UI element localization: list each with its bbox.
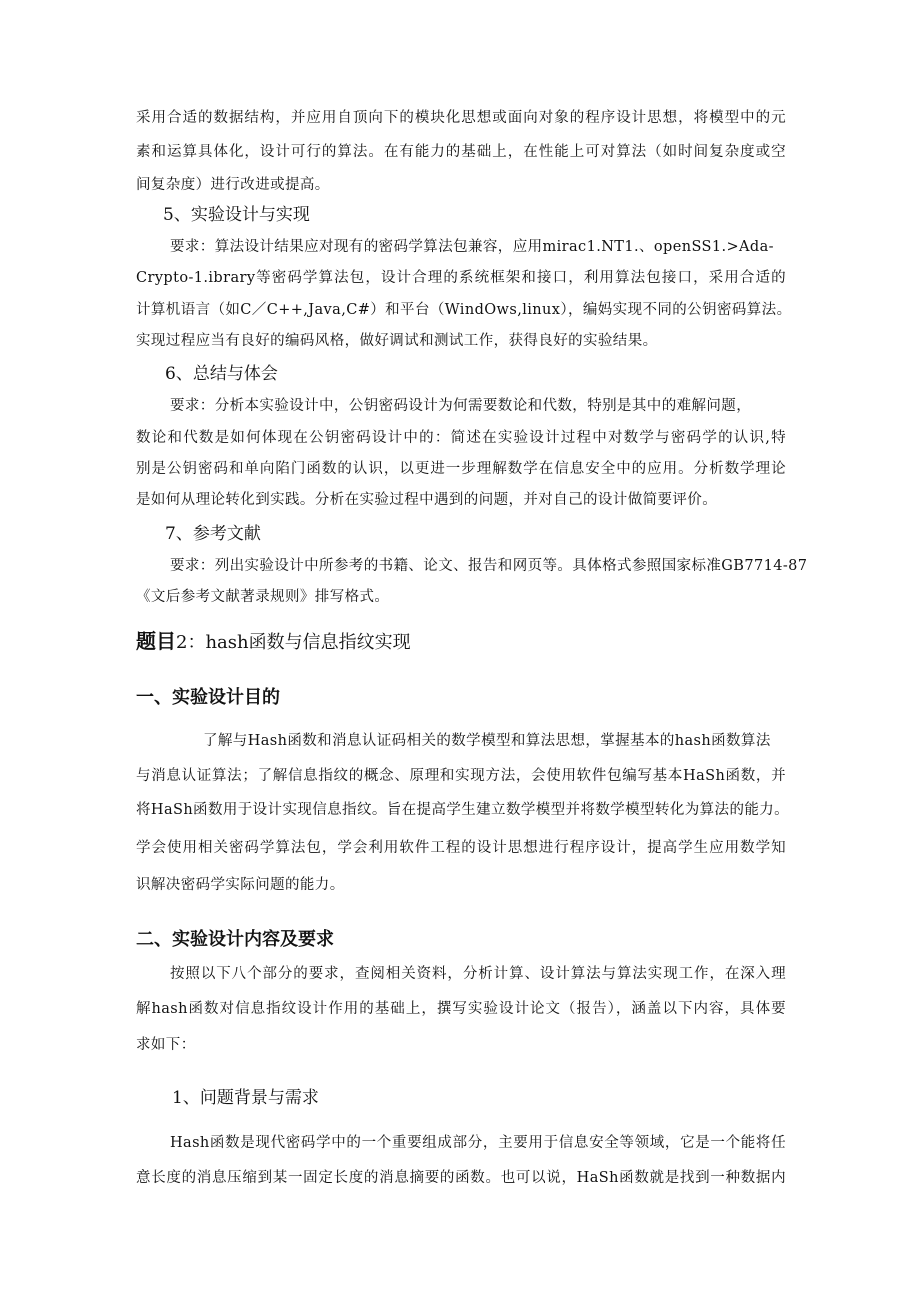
topic-label: 题目 (136, 629, 176, 653)
paragraph-line: Hash函数是现代密码学中的一个重要组成部分，主要用于信息安全等领域，它是一个能将任 (170, 1135, 786, 1151)
paragraph-line: 数论和代数是如何体现在公钥密码设计中的：简述在实验设计过程中对数学与密码学的认识,特 (136, 430, 786, 446)
paragraph-line: 了解与Hash函数和消息认证码相关的数学模型和算法思想，掌握基本的hash函数算法 (203, 733, 771, 749)
section-heading-7: 7、参考文献 (165, 524, 261, 544)
topic-title (136, 628, 411, 656)
paragraph-line: 《文后参考文献著录规则》排写格式。 (136, 589, 390, 605)
paragraph-line: 计算机语言（如C／C++,Java,C#）和平台（WindOws,linux），编妈实现不同的公钥密码算法。 (136, 302, 792, 318)
paragraph-line: 素和运算具体化，设计可行的算法。在有能力的基础上，在性能上可对算法（如时间复杂度或空 (136, 144, 786, 160)
paragraph-line: 要求：列出实验设计中所参考的书籍、论文、报告和网页等。具体格式参照国家标准GB7714-87 (170, 558, 808, 574)
paragraph-line: 按照以下八个部分的要求，查阅相关资料，分析计算、设计算法与算法实现工作，在深入理 (170, 966, 786, 982)
section-heading-6: 6、总结与体会 (165, 364, 278, 384)
paragraph-line: 识解决密码学实际问题的能力。 (136, 877, 345, 893)
paragraph-line: 间复杂度）进行改进或提高。 (136, 177, 330, 193)
paragraph-line: 要求：分析本实验设计中，公钥密码设计为何需要数论和代数，特别是其中的难解问题， (170, 398, 752, 414)
part-heading-2: 二、实验设计内容及要求 (136, 929, 334, 950)
item-heading-1: 1、问题背景与需求 (172, 1088, 319, 1108)
paragraph-line: 学会使用相关密码学算法包，学会利用软件工程的设计思想进行程序设计，提高学生应用数学知 (136, 840, 786, 856)
paragraph-line: 与消息认证算法；了解信息指纹的概念、原理和实现方法，会使用软件包编写基本HaSh函数，并 (136, 768, 786, 784)
paragraph-line: 意长度的消息压缩到某一固定长度的消息摘要的函数。也可以说，HaSh函数就是找到一种数据内 (136, 1170, 786, 1186)
part-heading-1: 一、实验设计目的 (136, 687, 280, 708)
section-heading-5: 5、实验设计与实现 (163, 205, 310, 225)
paragraph-line: 求如下： (136, 1037, 196, 1053)
topic-title-text: 2：hash函数与信息指纹实现 (176, 632, 411, 653)
paragraph-line: 要求：算法设计结果应对现有的密码学算法包兼容，应用mirac1.NT1.、openSS1.>Ada- (170, 239, 774, 255)
paragraph-line: Crypto-1.ibrary等密码学算法包，设计合理的系统框架和接口，利用算法包接口，采用合适的 (136, 270, 786, 286)
paragraph-line: 采用合适的数据结构，并应用自顶向下的模块化思想或面向对象的程序设计思想，将模型中的元 (136, 110, 786, 126)
paragraph-line: 别是公钥密码和单向陷门函数的认识，以更进一步理解数学在信息安全中的应用。分析数学理论 (136, 461, 786, 477)
paragraph-line: 是如何从理论转化到实践。分析在实验过程中遇到的问题，并对自己的设计做简要评价。 (136, 492, 718, 508)
paragraph-line: 解hash函数对信息指纹设计作用的基础上，撰写实验设计论文（报告），涵盖以下内容，具体要 (136, 1001, 786, 1017)
paragraph-line: 将HaSh函数用于设计实现信息指纹。旨在提高学生建立数学模型并将数学模型转化为算法的能力。 (136, 802, 790, 818)
paragraph-line: 实现过程应当有良好的编码风格，做好调试和测试工作，获得良好的实验结果。 (136, 333, 658, 349)
